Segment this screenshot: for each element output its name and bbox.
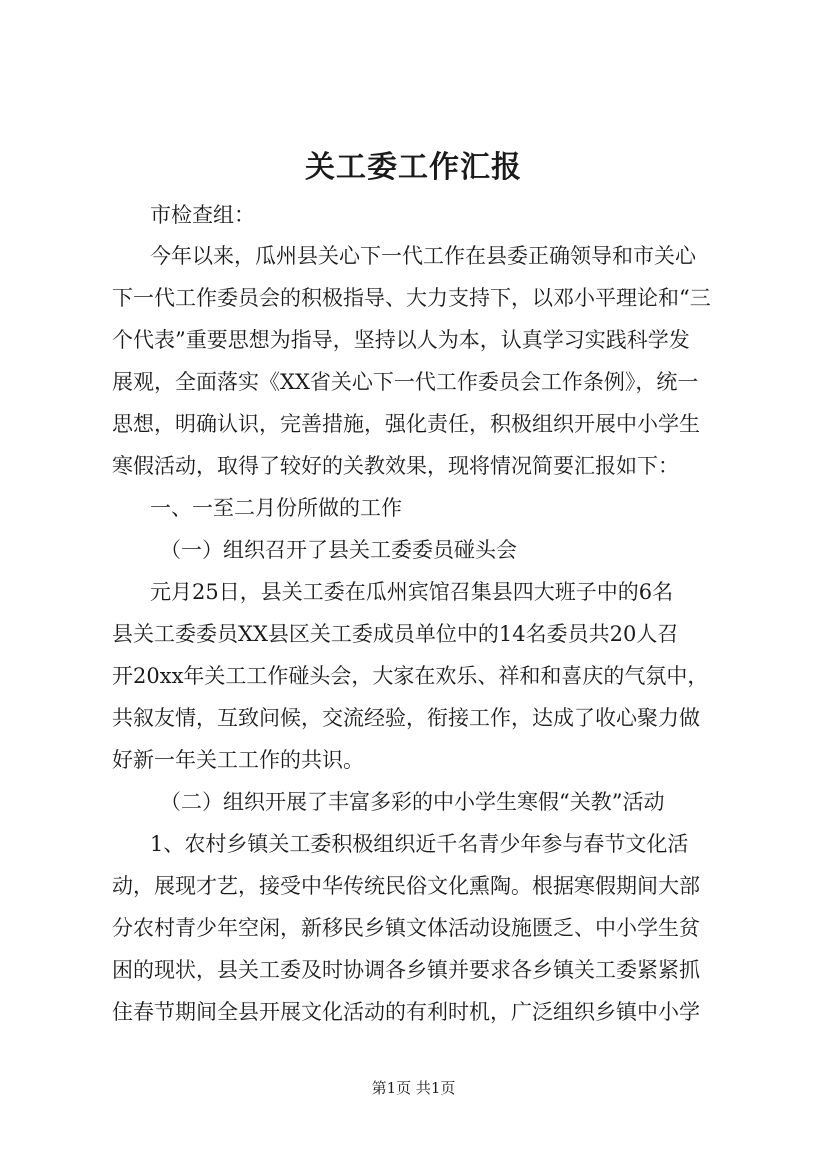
salutation: 市检查组： <box>150 203 255 227</box>
paragraph-line: 住春节期间全县开展文化活动的有利时机，广泛组织乡镇中小学 <box>112 1000 700 1024</box>
paragraph-line: 寒假活动，取得了较好的关教效果，现将情况简要汇报如下： <box>112 454 679 478</box>
paragraph-line: 今年以来，瓜州县关心下一代工作在县委正确领导和市关心 <box>150 244 696 268</box>
paragraph-line: 县关工委委员XX县区关工委成员单位中的14名委员共20人召 <box>112 622 679 646</box>
subsection-heading: （二）组织开展了丰富多彩的中小学生寒假“关教”活动 <box>160 790 665 814</box>
paragraph-line: 展观，全面落实《XX省关心下一代工作委员会工作条例》，统一 <box>112 370 699 394</box>
paragraph-line: 分农村青少年空闲，新移民乡镇文体活动设施匮乏、中小学生贫 <box>112 916 700 940</box>
paragraph-line: 困的现状，县关工委及时协调各乡镇并要求各乡镇关工委紧紧抓 <box>112 958 700 982</box>
paragraph-line: 动，展现才艺，接受中华传统民俗文化熏陶。根据寒假期间大部 <box>112 874 700 898</box>
paragraph-line: 下一代工作委员会的积极指导、大力支持下，以邓小平理论和“三 <box>112 286 711 310</box>
section-heading: 一、一至二月份所做的工作 <box>150 496 402 520</box>
paragraph-line: 个代表”重要思想为指导，坚持以人为本，认真学习实践科学发 <box>112 328 690 352</box>
paragraph-line: 思想，明确认识，完善措施，强化责任，积极组织开展中小学生 <box>112 412 700 436</box>
paragraph-line: 好新一年关工工作的共识。 <box>112 748 364 772</box>
paragraph-line: 共叙友情，互致问候，交流经验，衔接工作，达成了收心聚力做 <box>112 706 700 730</box>
subsection-heading: （一）组织召开了县关工委委员碰头会 <box>160 538 517 562</box>
paragraph-line: 开20xx年关工工作碰头会，大家在欢乐、祥和和喜庆的气氛中， <box>112 664 709 688</box>
page-footer: 第1页 共1页 <box>371 1079 456 1097</box>
paragraph-line: 元月25日，县关工委在瓜州宾馆召集县四大班子中的6名 <box>150 580 674 604</box>
document-title: 关工委工作汇报 <box>305 150 522 185</box>
paragraph-line: 1、农村乡镇关工委积极组织近千名青少年参与春节文化活 <box>150 832 689 856</box>
